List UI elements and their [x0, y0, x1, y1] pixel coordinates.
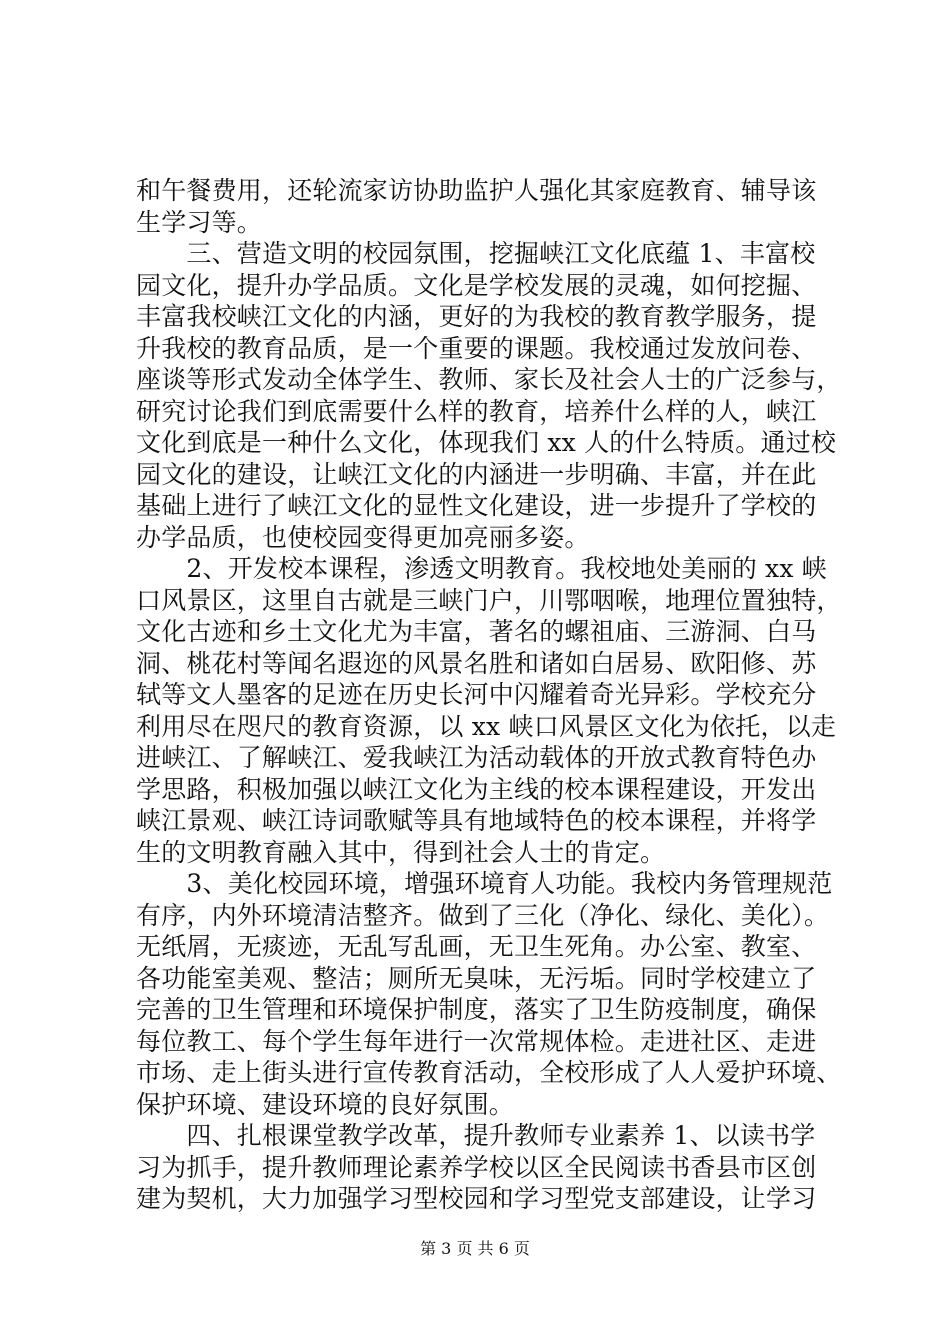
text-line-21: 峡江景观、峡江诗词歌赋等具有地域特色的校本课程，并将学 — [136, 806, 817, 835]
text-line-4: 园文化，提升办学品质。文化是学校发展的灵魂，如何挖掘、 — [136, 271, 817, 300]
text-line-2: 生学习等。 — [136, 208, 263, 237]
page-number-footer: 第 3 页 共 6 页 — [420, 1239, 530, 1258]
text-line-27: 完善的卫生管理和环境保护制度，落实了卫生防疫制度，确保 — [136, 995, 817, 1024]
text-line-19: 进峡江、了解峡江、爱我峡江为活动载体的开放式教育特色办 — [136, 743, 817, 772]
text-line-32: 习为抓手，提升教师理论素养学校以区全民阅读书香县市区创 — [136, 1153, 817, 1182]
text-line-20: 学思路，积极加强以峡江文化为主线的校本课程建设，开发出 — [136, 775, 817, 804]
text-line-6: 升我校的教育品质，是一个重要的课题。我校通过发放问卷、 — [136, 334, 817, 363]
text-line-15: 文化古迹和乡土文化尤为丰富，著名的螺祖庙、三游洞、白马 — [136, 617, 817, 646]
text-line-23: 3、美化校园环境，增强环境育人功能。我校内务管理规范 — [136, 869, 833, 898]
text-line-13: 2、开发校本课程，渗透文明教育。我校地处美丽的 xx 峡 — [136, 554, 827, 583]
text-line-17: 轼等文人墨客的足迹在历史长河中闪耀着奇光异彩。学校充分 — [136, 680, 817, 709]
text-line-14: 口风景区，这里自古就是三峡门户，川鄂咽喉，地理位置独特， — [136, 586, 842, 615]
text-line-10: 园文化的建设，让峡江文化的内涵进一步明确、丰富，并在此 — [136, 460, 817, 489]
text-line-30: 保护环境、建设环境的良好氛围。 — [136, 1090, 515, 1119]
text-line-9: 文化到底是一种什么文化，体现我们 xx 人的什么特质。通过校 — [136, 428, 837, 457]
text-line-8: 研究讨论我们到底需要什么样的教育，培养什么样的人，峡江 — [136, 397, 817, 426]
text-line-28: 每位教工、每个学生每年进行一次常规体检。走进社区、走进 — [136, 1027, 817, 1056]
text-line-3: 三、营造文明的校园氛围，挖掘峡江文化底蕴 1、丰富校 — [136, 239, 816, 268]
text-line-12: 办学品质，也使校园变得更加亮丽多姿。 — [136, 523, 590, 552]
text-line-31: 四、扎根课堂教学改革，提升教师专业素养 1、以读书学 — [136, 1121, 816, 1150]
text-line-26: 各功能室美观、整洁；厕所无臭味，无污垢。同时学校建立了 — [136, 964, 817, 993]
text-line-29: 市场、走上街头进行宣传教育活动，全校形成了人人爱护环境、 — [136, 1058, 842, 1087]
text-line-7: 座谈等形式发动全体学生、教师、家长及社会人士的广泛参与， — [136, 365, 842, 394]
text-line-1: 和午餐费用，还轮流家访协助监护人强化其家庭教育、辅导该 — [136, 176, 817, 205]
text-line-18: 利用尽在咫尺的教育资源，以 xx 峡口风景区文化为依托，以走 — [136, 712, 837, 741]
text-line-5: 丰富我校峡江文化的内涵，更好的为我校的教育教学服务，提 — [136, 302, 817, 331]
text-line-16: 洞、桃花村等闻名遐迩的风景名胜和诸如白居易、欧阳修、苏 — [136, 649, 817, 678]
text-line-22: 生的文明教育融入其中，得到社会人士的肯定。 — [136, 838, 666, 867]
text-line-25: 无纸屑，无痰迹，无乱写乱画，无卫生死角。办公室、教室、 — [136, 932, 817, 961]
text-line-33: 建为契机，大力加强学习型校园和学习型党支部建设，让学习 — [136, 1184, 817, 1213]
text-line-24: 有序，内外环境清洁整齐。做到了三化（净化、绿化、美化）。 — [136, 901, 830, 930]
text-line-11: 基础上进行了峡江文化的显性文化建设，进一步提升了学校的 — [136, 491, 817, 520]
